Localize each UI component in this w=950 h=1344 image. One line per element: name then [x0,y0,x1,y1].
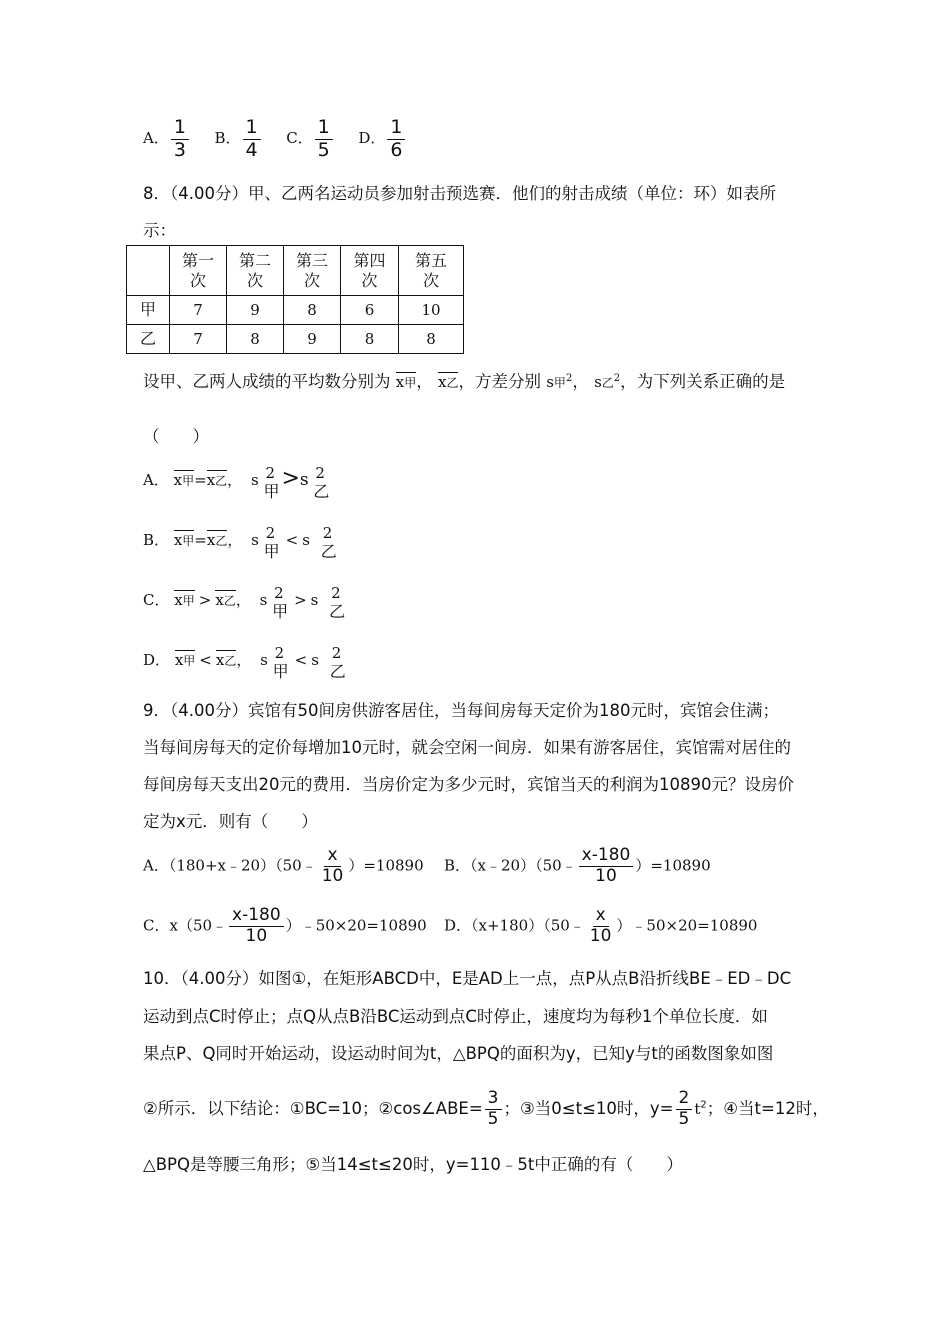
table-row [127,325,464,354]
table-row [127,296,464,325]
q8-line1: 8．（4.00分）甲、乙两名运动员参加射击预选赛．他们的射击成绩（单位：环）如表所 [143,184,776,203]
table-header-cell: 第四 次 [341,246,399,296]
table-header-cell: 第一 次 [170,246,227,296]
q7-options [143,118,407,161]
q7-option-b[interactable]: B． $\frac{1}{4}$ [215,129,263,147]
table-header-row [127,246,464,296]
table-cell: 8 [227,325,284,354]
q9-line3: 每间房每天支出20元的费用．当房价定为多少元时，宾馆当天的利润为10890元？设房价 [143,775,794,794]
table-header-cell: 第五 次 [399,246,464,296]
q9-line2: 当每间房每天的定价每增加10元时，就会空闲一间房．如果有游客居住，宾馆需对居住的 [143,738,791,757]
s-jia-squared: s甲$^2$ [546,373,573,391]
table-cell: 9 [227,296,284,325]
table-header-cell: 第三 次 [284,246,341,296]
q7-option-d[interactable]: D． $\frac{1}{6}$ [358,129,407,147]
q8-option-b[interactable]: B． x甲=x乙， s 2 甲 < s 2 乙 [143,524,337,561]
table-cell: 8 [399,325,464,354]
q8-paren: （ ） [143,427,209,446]
table-cell: 7 [170,325,227,354]
table-cell: 7 [170,296,227,325]
score-table [126,245,464,354]
q9-option-c[interactable]: C．x（50﹣ $\frac{x-180}{10}$ ）﹣50×20=10890 [143,905,427,946]
q8-option-d[interactable]: D． x甲 < x乙， s 2 甲 < s 2 乙 [143,644,346,681]
q10-line2: 运动到点C时停止；点Q从点B沿BC运动到点C时停止，速度均为每秒1个单位长度．如 [143,1007,768,1026]
table-cell: 9 [284,325,341,354]
q8-option-c[interactable]: C． x甲 > x乙， s 2 甲 > s 2 乙 [143,584,346,621]
xbar-jia: x甲 [395,373,417,391]
s-yi-squared: s乙$^2$ [594,373,621,391]
row-label: 乙 [127,325,170,354]
q9-option-b[interactable]: B．（x﹣20）（50﹣ $\frac{x-180}{10}$ ）=10890 [444,845,711,886]
q10-line3: 果点P、Q同时开始运动，设运动时间为t，△BPQ的面积为y，已知y与t的函数图象如图 [143,1044,774,1063]
table-cell: 6 [341,296,399,325]
q9-option-a[interactable]: A．（180+x﹣20）（50﹣ $\frac{x}{10}$ ）=10890 [143,845,424,886]
table-header-cell: 第二 次 [227,246,284,296]
q10-line5: △BPQ是等腰三角形；⑤当14≤t≤20时，y=110﹣5t中正确的有（ ） [143,1155,683,1174]
q7-option-a[interactable]: A． $\frac{1}{3}$ [143,129,191,147]
table-cell: 8 [284,296,341,325]
q8-stem: 设甲、乙两人成绩的平均数分别为 x甲， x乙，方差分别 s甲$^2$， s乙$^2$，为下列关系正确的是 [143,372,786,391]
table-cell: 10 [399,296,464,325]
row-label: 甲 [127,296,170,325]
q10-line1: 10．（4.00分）如图①，在矩形ABCD中，E是AD上一点，点P从点B沿折线BE﹣ED﹣DC [143,969,792,988]
q9-line4: 定为x元．则有（ ） [143,812,318,831]
q8-option-a[interactable]: A． x甲=x乙， s 2 甲 >s 2 乙 [143,464,330,501]
xbar-yi: x乙 [437,373,459,391]
q7-option-c[interactable]: C． $\frac{1}{5}$ [286,129,335,147]
q8-line2: 示： [143,221,176,240]
q10-line4: ②所示．以下结论：①BC=10；②cos∠ABE= $\frac{3}{5}$ ；③当0≤t≤10时，y= $\frac{2}{5}$ $t^2$；④当t=12时， [143,1088,829,1129]
table-cell: 8 [341,325,399,354]
table-header-cell [127,246,170,296]
q9-line1: 9．（4.00分）宾馆有50间房供游客居住，当每间房每天定价为180元时，宾馆会住满； [143,701,779,720]
q9-option-d[interactable]: D．（x+180）（50﹣ $\frac{x}{10}$ ）﹣50×20=10890 [444,905,758,946]
